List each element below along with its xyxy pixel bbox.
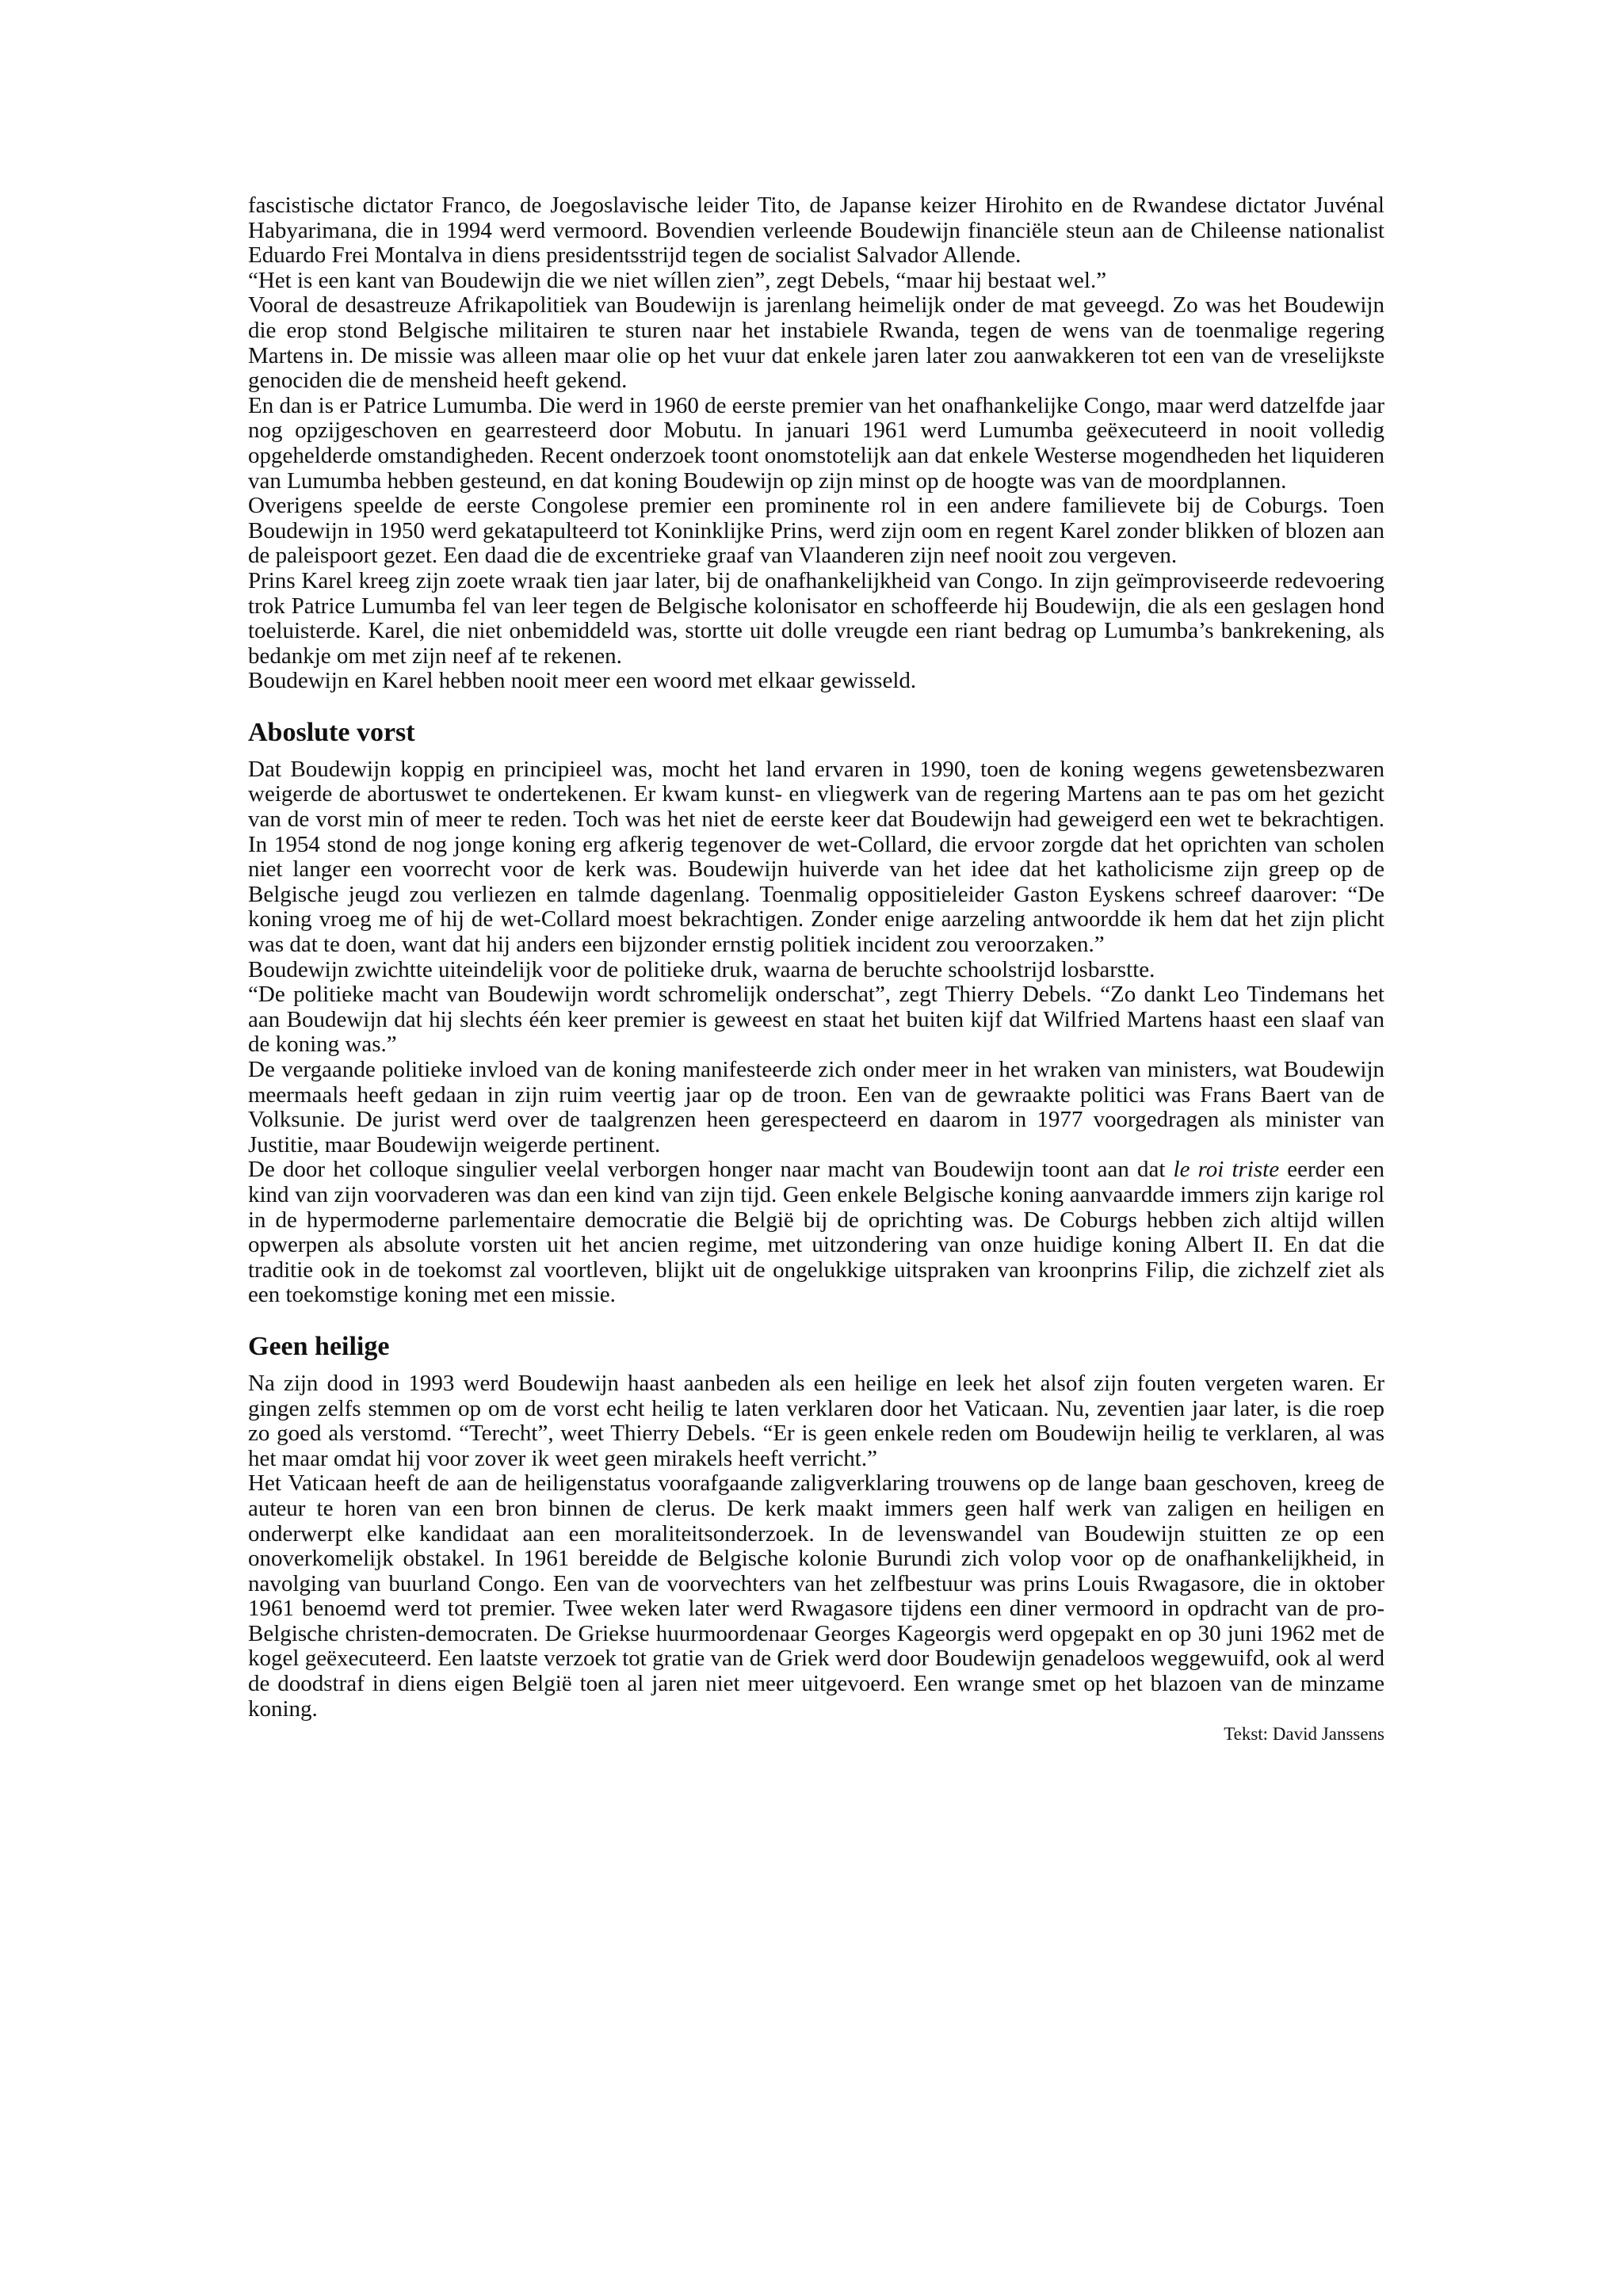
paragraph: Overigens speelde de eerste Congolese premier een prominente rol in een andere familievete bij de Coburgs. Toen Boudewijn in 1950 werd gekatapulteerd tot Koninklijke Prins, werd zijn oom en regent Karel zonder blikken of blozen aan de paleispoort gezet. Een daad die de excentrieke graaf van Vlaanderen zijn neef nooit zou vergeven.: [248, 493, 1384, 569]
paragraph-text: De door het colloque singulier veelal verborgen honger naar macht van Boudewijn toont aan dat: [248, 1157, 1174, 1183]
paragraph: De vergaande politieke invloed van de koning manifesteerde zich onder meer in het wraken van ministers, wat Boudewijn meermaals heeft gedaan in zijn ruim veertig jaar op de troon. Een van de gewraakte politici was Frans Baert van de Volksunie. De jurist werd over de taalgrenzen heen gerespecteerd en daarom in 1977 voorgedragen als minister van Justitie, maar Boudewijn weigerde pertinent.: [248, 1057, 1384, 1158]
paragraph: Vooral de desastreuze Afrikapolitiek van Boudewijn is jarenlang heimelijk onder de mat geveegd. Zo was het Boudewijn die erop stond Belgische militairen te sturen naar het instabiele Rwanda, tegen de wens van de toenmalige regering Martens in. De missie was alleen maar olie op het vuur dat enkele jaren later zou aanwakkeren tot een van de vreselijkste genociden die de mensheid heeft gekend.: [248, 292, 1384, 394]
section-heading: Aboslute vorst: [248, 717, 415, 747]
paragraph: Na zijn dood in 1993 werd Boudewijn haast aanbeden als een heilige en leek het alsof zijn fouten vergeten waren. Er gingen zelfs stemmen op om de vorst echt heilig te laten verklaren door het Vaticaan. Nu, zeventien jaar later, is die roep zo goed als verstomd. “Terecht”, weet Thierry Debels. “Er is geen enkele reden om Boudewijn heilig te verklaren, al was het maar omdat hij voor zover ik weet geen mirakels heeft verricht.”: [248, 1370, 1384, 1471]
section-heading: Geen heilige: [248, 1331, 390, 1361]
paragraph: “Het is een kant van Boudewijn die we niet wíllen zien”, zegt Debels, “maar hij bestaat wel.”: [248, 267, 1107, 293]
paragraph: En dan is er Patrice Lumumba. Die werd in 1960 de eerste premier van het onafhankelijke Congo, maar werd datzelfde jaar nog opzijgeschoven en gearresteerd door Mobutu. In januari 1961 werd Lumumba geëxecuteerd in nooit volledig opgehelderde omstandigheden. Recent onderzoek toont onomstotelijk aan dat enkele Westerse mogendheden het liquideren van Lumumba hebben gesteund, en dat koning Boudewijn op zijn minst op de hoogte was van de moordplannen.: [248, 392, 1384, 494]
paragraph: “De politieke macht van Boudewijn wordt schromelijk onderschat”, zegt Thierry Debels. “Zo dankt Leo Tindemans het aan Boudewijn dat hij slechts één keer premier is geweest en staat het buiten kijf dat Wilfried Martens haast een slaaf van de koning was.”: [248, 982, 1384, 1058]
paragraph: Boudewijn en Karel hebben nooit meer een woord met elkaar gewisseld.: [248, 668, 917, 694]
paragraph: fascistische dictator Franco, de Joegoslavische leider Tito, de Japanse keizer Hirohito en de Rwandese dictator Juvénal Habyarimana, die in 1994 werd vermoord. Bovendien verleende Boudewijn financiële steun aan de Chileense nationalist Eduardo Frei Montalva in diens presidentsstrijd tegen de socialist Salvador Allende.: [248, 193, 1384, 269]
italic-phrase: le roi triste: [1173, 1157, 1280, 1183]
paragraph: Dat Boudewijn koppig en principieel was, mocht het land ervaren in 1990, toen de koning wegens gewetensbezwaren weigerde de abortuswet te ondertekenen. Er kwam kunst- en vliegwerk van de regering Martens aan te pas om het gezicht van de vorst min of meer te reden. Toch was het niet de eerste keer dat Boudewijn had geweigerd een wet te bekrachtigen. In 1954 stond de nog jonge koning erg afkerig tegenover de wet-Collard, die ervoor zorgde dat het oprichten van scholen niet langer een voorrecht voor de kerk was. Boudewijn huiverde van het idee dat het katholicisme zijn greep op de Belgische jeugd zou verliezen en talmde dagenlang. Toenmalig oppositieleider Gaston Eyskens schreef daarover: “De koning vroeg me of hij de wet-Collard moest bekrachtigen. Zonder enige aarzeling antwoordde ik hem dat het zijn plicht was dat te doen, want dat hij anders een bijzonder ernstig politiek incident zou veroorzaken.”: [248, 756, 1384, 958]
paragraph: Boudewijn zwichtte uiteindelijk voor de politieke druk, waarna de beruchte schoolstrijd losbarstte.: [248, 956, 1155, 982]
paragraph: Het Vaticaan heeft de aan de heiligenstatus voorafgaande zaligverklaring trouwens op de lange baan geschoven, kreeg de auteur te horen van een bron binnen de clerus. De kerk maakt immers geen half werk van zaligen en heiligen en onderwerpt elke kandidaat aan een moraliteitsonderzoek. In de levenswandel van Boudewijn stuitten ze op een onoverkomelijk obstakel. In 1961 bereidde de Belgische kolonie Burundi zich volop voor op de onafhankelijkheid, in navolging van buurland Congo. Een van de voorvechters van het zelfbestuur was prins Louis Rwagasore, die in oktober 1961 benoemd werd tot premier. Twee weken later werd Rwagasore tijdens een diner vermoord in opdracht van de pro-Belgische christen-democraten. De Griekse huurmoordenaar Georges Kageorgis werd opgepakt en op 30 juni 1962 met de kogel geëxecuteerd. Een laatste verzoek tot gratie van de Griek werd door Boudewijn genadeloos weggewuifd, ook al werd de doodstraf in diens eigen België toen al jaren niet meer uitgevoerd. Een wrange smet op het blazoen van de minzame koning.: [248, 1470, 1384, 1722]
article: [248, 193, 1384, 1747]
paragraph: Prins Karel kreeg zijn zoete wraak tien jaar later, bij de onafhankelijkheid van Congo. In zijn geïmproviseerde redevoering trok Patrice Lumumba fel van leer tegen de Belgische kolonisator en schoffeerde hij Boudewijn, die als een geslagen hond toeluisterde. Karel, die niet onbemiddeld was, stortte uit dolle vreugde een riant bedrag op Lumumba’s bankrekening, als bedankje om met zijn neef af te rekenen.: [248, 567, 1384, 669]
paragraph-text: eerder een kind van zijn voorvaderen was dan een kind van zijn tijd. Geen enkele Belgische koning aanvaardde immers zijn karige rol in de hypermoderne parlementaire democratie die België bij de oprichting was. De Coburgs hebben zich altijd willen opwerpen als absolute vorsten uit het ancien regime, met uitzondering van onze huidige koning Albert II. En dat die traditie ook in de toekomst zal voortleven, blijkt uit de ongelukkige uitspraken van kroonprins Filip, die zichzelf ziet als een toekomstige koning met een missie.: [248, 1157, 1384, 1308]
author-credit: Tekst: David Janssens: [1224, 1724, 1384, 1745]
paragraph: [248, 1158, 1384, 1308]
